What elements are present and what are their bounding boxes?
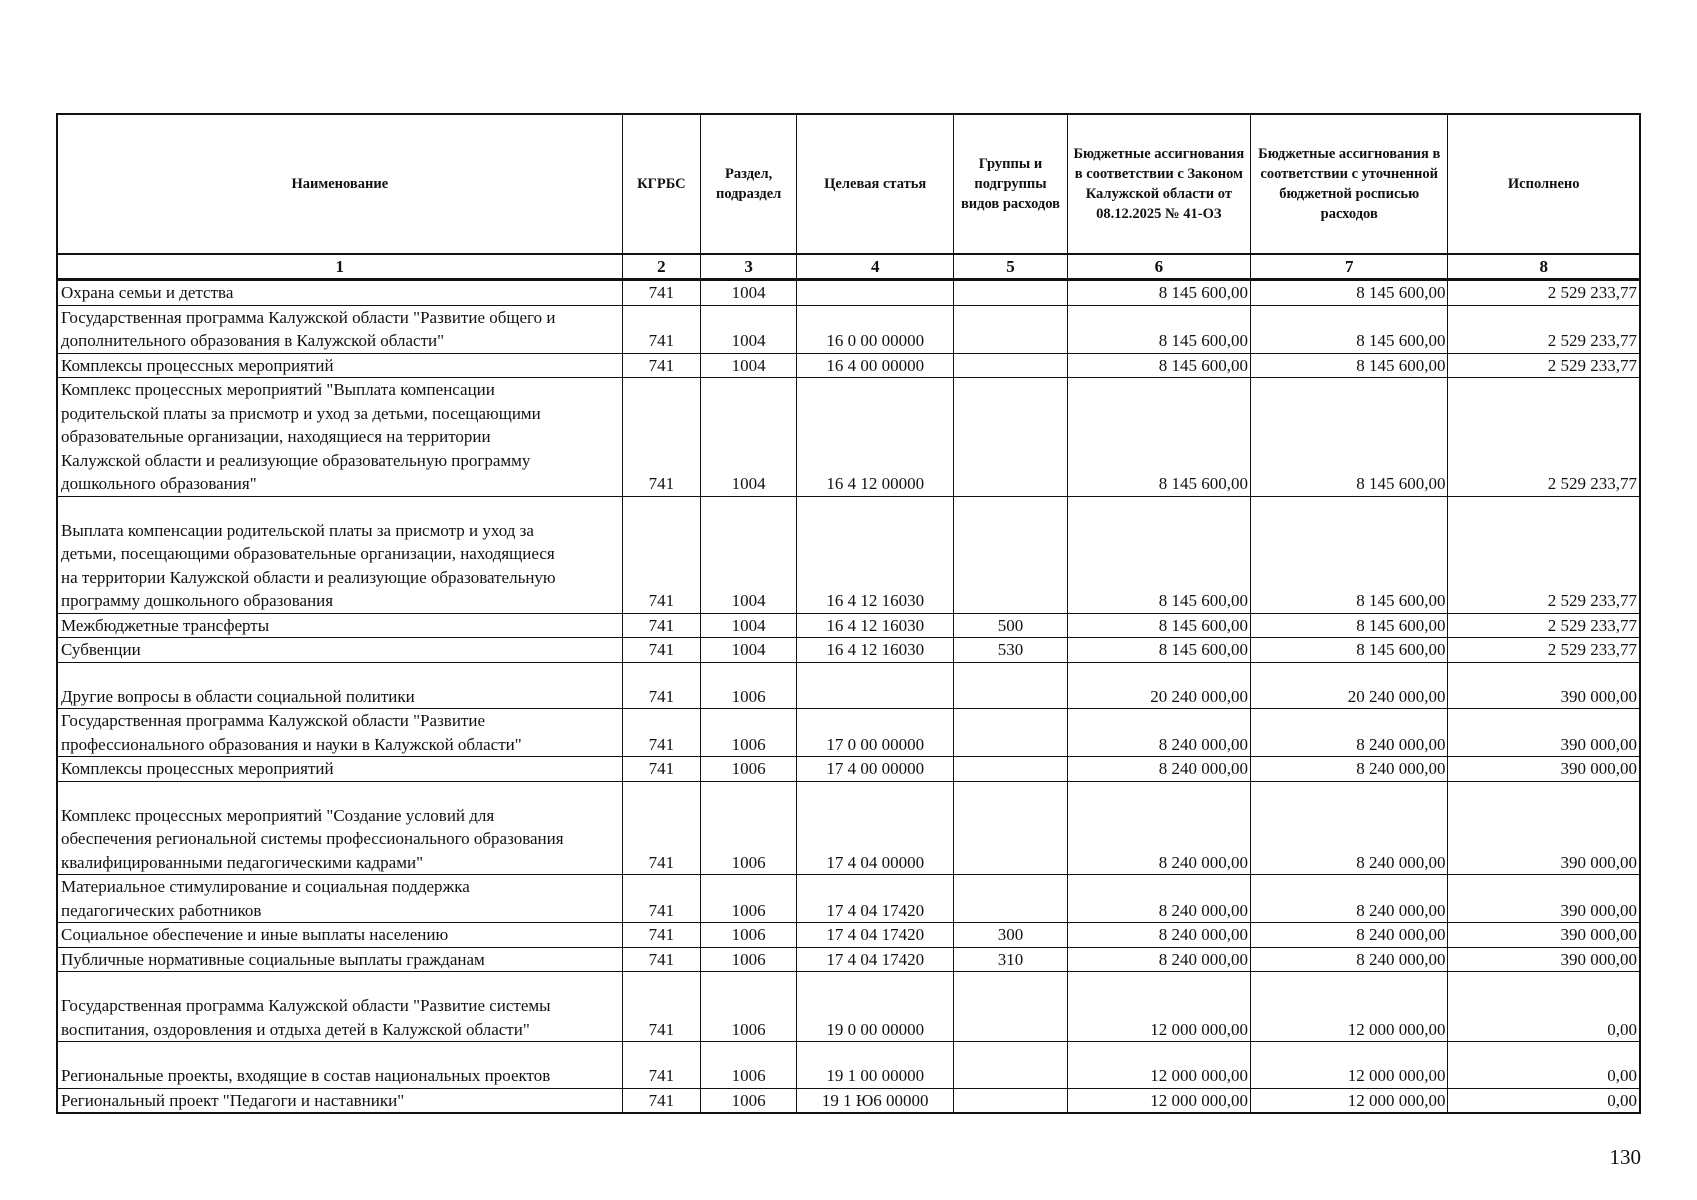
row-refined-allocation-cell: 12 000 000,00 <box>1250 1042 1447 1089</box>
row-expense-group-cell <box>954 972 1067 1042</box>
row-executed-cell: 2 529 233,77 <box>1448 305 1640 353</box>
row-expense-group-cell <box>954 1042 1067 1089</box>
header-section: Раздел, подраздел <box>701 114 797 254</box>
row-executed-cell: 2 529 233,77 <box>1448 613 1640 638</box>
row-expense-group-cell <box>954 280 1067 306</box>
row-expense-group-cell <box>954 496 1067 613</box>
header-refined-allocations: Бюджетные ассигнования в соответствии с уточненной бюджетной росписью расходов <box>1250 114 1447 254</box>
row-section-cell: 1004 <box>701 613 797 638</box>
row-name-cell: Другие вопросы в области социальной политики <box>57 662 622 709</box>
row-expense-group-cell: 500 <box>954 613 1067 638</box>
row-name-cell: Субвенции <box>57 638 622 663</box>
column-number: 8 <box>1448 254 1640 280</box>
row-kgrbs-cell: 741 <box>622 662 701 709</box>
table-row <box>57 662 1640 709</box>
row-law-allocation-cell: 8 240 000,00 <box>1067 757 1250 782</box>
row-section-cell: 1006 <box>701 1088 797 1113</box>
table-row <box>57 875 1640 923</box>
header-name: Наименование <box>57 114 622 254</box>
row-kgrbs-cell: 741 <box>622 613 701 638</box>
header-row <box>57 114 1640 254</box>
column-number: 4 <box>797 254 954 280</box>
row-target-article-cell: 17 4 04 17420 <box>797 875 954 923</box>
row-name-cell: Государственная программа Калужской области "Развитие общего и дополнительного образования в Калужской области" <box>57 305 622 353</box>
row-name-cell: Комплексы процессных мероприятий <box>57 757 622 782</box>
row-executed-cell: 390 000,00 <box>1448 662 1640 709</box>
budget-execution-table <box>56 113 1641 1114</box>
row-target-article-cell: 16 0 00 00000 <box>797 305 954 353</box>
row-expense-group-cell <box>954 709 1067 757</box>
row-kgrbs-cell: 741 <box>622 923 701 948</box>
row-target-article-cell: 19 0 00 00000 <box>797 972 954 1042</box>
row-section-cell: 1006 <box>701 781 797 875</box>
row-target-article-cell <box>797 662 954 709</box>
row-expense-group-cell: 300 <box>954 923 1067 948</box>
row-target-article-cell: 17 4 04 17420 <box>797 947 954 972</box>
row-executed-cell: 2 529 233,77 <box>1448 638 1640 663</box>
row-kgrbs-cell: 741 <box>622 280 701 306</box>
row-law-allocation-cell: 8 240 000,00 <box>1067 875 1250 923</box>
column-number: 7 <box>1250 254 1447 280</box>
row-name-cell: Выплата компенсации родительской платы за присмотр и уход за детьми, посещающими образовательные организации, находящиеся на территории Калужской области и реализующие образовательную программу дошкольного образования <box>57 496 622 613</box>
table-row <box>57 378 1640 497</box>
row-expense-group-cell <box>954 875 1067 923</box>
row-name-cell: Социальное обеспечение и иные выплаты населению <box>57 923 622 948</box>
header-expense-groups: Группы и подгруппы видов расходов <box>954 114 1067 254</box>
column-number: 5 <box>954 254 1067 280</box>
row-section-cell: 1004 <box>701 638 797 663</box>
row-target-article-cell: 19 1 Ю6 00000 <box>797 1088 954 1113</box>
row-section-cell: 1004 <box>701 378 797 497</box>
row-refined-allocation-cell: 8 145 600,00 <box>1250 353 1447 378</box>
row-target-article-cell: 17 4 04 00000 <box>797 781 954 875</box>
row-target-article-cell <box>797 280 954 306</box>
row-section-cell: 1006 <box>701 923 797 948</box>
row-name-cell: Публичные нормативные социальные выплаты гражданам <box>57 947 622 972</box>
row-target-article-cell: 16 4 12 16030 <box>797 496 954 613</box>
row-law-allocation-cell: 8 145 600,00 <box>1067 305 1250 353</box>
row-law-allocation-cell: 8 145 600,00 <box>1067 613 1250 638</box>
row-refined-allocation-cell: 8 145 600,00 <box>1250 378 1447 497</box>
row-name-cell: Охрана семьи и детства <box>57 280 622 306</box>
row-executed-cell: 390 000,00 <box>1448 947 1640 972</box>
column-number: 2 <box>622 254 701 280</box>
row-name-cell: Государственная программа Калужской области "Развитие профессионального образования и науки в Калужской области" <box>57 709 622 757</box>
row-section-cell: 1004 <box>701 280 797 306</box>
row-executed-cell: 2 529 233,77 <box>1448 280 1640 306</box>
row-kgrbs-cell: 741 <box>622 1042 701 1089</box>
row-kgrbs-cell: 741 <box>622 781 701 875</box>
row-law-allocation-cell: 8 240 000,00 <box>1067 923 1250 948</box>
column-number: 1 <box>57 254 622 280</box>
table-row <box>57 613 1640 638</box>
table-row <box>57 1042 1640 1089</box>
header-executed: Исполнено <box>1448 114 1640 254</box>
row-name-cell: Комплекс процессных мероприятий "Выплата компенсации родительской платы за присмотр и уход за детьми, посещающими образовательные организации, находящиеся на территории Калужской области и реализующие образовательную программу дошкольного образования" <box>57 378 622 497</box>
row-kgrbs-cell: 741 <box>622 757 701 782</box>
table-row <box>57 353 1640 378</box>
row-executed-cell: 390 000,00 <box>1448 923 1640 948</box>
column-number: 3 <box>701 254 797 280</box>
table-row <box>57 1088 1640 1113</box>
row-executed-cell: 390 000,00 <box>1448 875 1640 923</box>
row-expense-group-cell <box>954 353 1067 378</box>
row-target-article-cell: 19 1 00 00000 <box>797 1042 954 1089</box>
row-expense-group-cell <box>954 757 1067 782</box>
row-section-cell: 1006 <box>701 875 797 923</box>
row-kgrbs-cell: 741 <box>622 947 701 972</box>
header-target-article: Целевая статья <box>797 114 954 254</box>
table-row <box>57 305 1640 353</box>
row-section-cell: 1006 <box>701 1042 797 1089</box>
row-law-allocation-cell: 12 000 000,00 <box>1067 1088 1250 1113</box>
row-refined-allocation-cell: 12 000 000,00 <box>1250 1088 1447 1113</box>
header-law-allocations: Бюджетные ассигнования в соответствии с Законом Калужской области от 08.12.2025 № 41-ОЗ <box>1067 114 1250 254</box>
row-law-allocation-cell: 8 145 600,00 <box>1067 638 1250 663</box>
row-executed-cell: 390 000,00 <box>1448 781 1640 875</box>
row-expense-group-cell <box>954 1088 1067 1113</box>
row-refined-allocation-cell: 8 240 000,00 <box>1250 781 1447 875</box>
row-expense-group-cell <box>954 305 1067 353</box>
row-expense-group-cell: 310 <box>954 947 1067 972</box>
row-executed-cell: 2 529 233,77 <box>1448 378 1640 497</box>
row-expense-group-cell <box>954 378 1067 497</box>
row-section-cell: 1004 <box>701 305 797 353</box>
row-kgrbs-cell: 741 <box>622 378 701 497</box>
row-law-allocation-cell: 8 145 600,00 <box>1067 353 1250 378</box>
row-law-allocation-cell: 12 000 000,00 <box>1067 1042 1250 1089</box>
table-row <box>57 972 1640 1042</box>
row-law-allocation-cell: 8 145 600,00 <box>1067 280 1250 306</box>
row-section-cell: 1006 <box>701 947 797 972</box>
row-law-allocation-cell: 8 240 000,00 <box>1067 709 1250 757</box>
row-name-cell: Региональные проекты, входящие в состав национальных проектов <box>57 1042 622 1089</box>
column-number-row <box>57 254 1640 280</box>
row-kgrbs-cell: 741 <box>622 353 701 378</box>
row-executed-cell: 0,00 <box>1448 972 1640 1042</box>
row-refined-allocation-cell: 12 000 000,00 <box>1250 972 1447 1042</box>
row-name-cell: Государственная программа Калужской области "Развитие системы воспитания, оздоровления и отдыха детей в Калужской области" <box>57 972 622 1042</box>
row-refined-allocation-cell: 8 240 000,00 <box>1250 757 1447 782</box>
row-kgrbs-cell: 741 <box>622 875 701 923</box>
row-refined-allocation-cell: 8 145 600,00 <box>1250 280 1447 306</box>
row-kgrbs-cell: 741 <box>622 709 701 757</box>
row-refined-allocation-cell: 8 145 600,00 <box>1250 638 1447 663</box>
table-row <box>57 757 1640 782</box>
row-name-cell: Комплексы процессных мероприятий <box>57 353 622 378</box>
row-refined-allocation-cell: 8 145 600,00 <box>1250 496 1447 613</box>
row-kgrbs-cell: 741 <box>622 305 701 353</box>
row-target-article-cell: 16 4 12 16030 <box>797 638 954 663</box>
row-refined-allocation-cell: 8 240 000,00 <box>1250 709 1447 757</box>
row-name-cell: Межбюджетные трансферты <box>57 613 622 638</box>
row-target-article-cell: 17 0 00 00000 <box>797 709 954 757</box>
row-executed-cell: 390 000,00 <box>1448 709 1640 757</box>
table-row <box>57 280 1640 306</box>
row-target-article-cell: 16 4 00 00000 <box>797 353 954 378</box>
row-target-article-cell: 17 4 00 00000 <box>797 757 954 782</box>
row-executed-cell: 390 000,00 <box>1448 757 1640 782</box>
row-kgrbs-cell: 741 <box>622 638 701 663</box>
budget-table-container <box>56 113 1641 1114</box>
row-executed-cell: 0,00 <box>1448 1042 1640 1089</box>
row-refined-allocation-cell: 8 240 000,00 <box>1250 875 1447 923</box>
row-name-cell: Комплекс процессных мероприятий "Создание условий для обеспечения региональной системы профессионального образования квалифицированными педагогическими кадрами" <box>57 781 622 875</box>
row-law-allocation-cell: 20 240 000,00 <box>1067 662 1250 709</box>
table-row <box>57 947 1640 972</box>
row-refined-allocation-cell: 8 145 600,00 <box>1250 613 1447 638</box>
row-executed-cell: 0,00 <box>1448 1088 1640 1113</box>
row-section-cell: 1006 <box>701 709 797 757</box>
row-target-article-cell: 16 4 12 16030 <box>797 613 954 638</box>
row-section-cell: 1004 <box>701 496 797 613</box>
row-law-allocation-cell: 8 240 000,00 <box>1067 947 1250 972</box>
table-row <box>57 638 1640 663</box>
table-row <box>57 709 1640 757</box>
row-expense-group-cell <box>954 781 1067 875</box>
row-name-cell: Материальное стимулирование и социальная поддержка педагогических работников <box>57 875 622 923</box>
row-kgrbs-cell: 741 <box>622 1088 701 1113</box>
row-executed-cell: 2 529 233,77 <box>1448 496 1640 613</box>
row-section-cell: 1004 <box>701 353 797 378</box>
row-executed-cell: 2 529 233,77 <box>1448 353 1640 378</box>
header-kgrbs: КГРБС <box>622 114 701 254</box>
row-name-cell: Региональный проект "Педагоги и наставники" <box>57 1088 622 1113</box>
row-target-article-cell: 16 4 12 00000 <box>797 378 954 497</box>
row-law-allocation-cell: 8 145 600,00 <box>1067 496 1250 613</box>
row-refined-allocation-cell: 8 240 000,00 <box>1250 923 1447 948</box>
row-section-cell: 1006 <box>701 757 797 782</box>
table-row <box>57 923 1640 948</box>
row-refined-allocation-cell: 8 145 600,00 <box>1250 305 1447 353</box>
row-kgrbs-cell: 741 <box>622 496 701 613</box>
page-number: 130 <box>1609 1145 1641 1169</box>
row-law-allocation-cell: 12 000 000,00 <box>1067 972 1250 1042</box>
row-section-cell: 1006 <box>701 972 797 1042</box>
table-row <box>57 496 1640 613</box>
row-refined-allocation-cell: 20 240 000,00 <box>1250 662 1447 709</box>
row-law-allocation-cell: 8 145 600,00 <box>1067 378 1250 497</box>
row-expense-group-cell <box>954 662 1067 709</box>
row-law-allocation-cell: 8 240 000,00 <box>1067 781 1250 875</box>
row-refined-allocation-cell: 8 240 000,00 <box>1250 947 1447 972</box>
row-kgrbs-cell: 741 <box>622 972 701 1042</box>
row-section-cell: 1006 <box>701 662 797 709</box>
row-expense-group-cell: 530 <box>954 638 1067 663</box>
column-number: 6 <box>1067 254 1250 280</box>
row-target-article-cell: 17 4 04 17420 <box>797 923 954 948</box>
table-row <box>57 781 1640 875</box>
